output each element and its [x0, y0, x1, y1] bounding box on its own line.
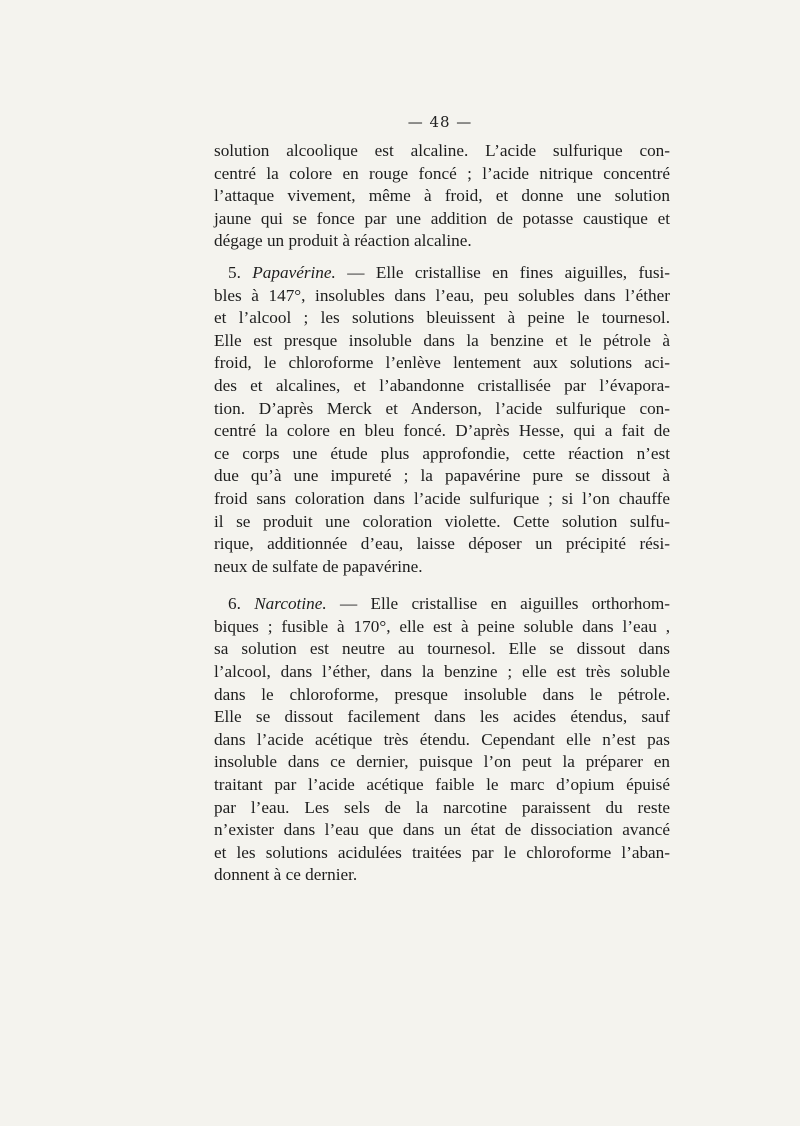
text-line: solution alcoolique est alcaline. L’acide sulfurique con-	[214, 141, 670, 160]
page-number: — 48 —	[407, 113, 473, 131]
text-line: par l’eau. Les sels de la narcotine paraissent du reste	[214, 797, 670, 817]
text-line: donnent à ce dernier.	[214, 865, 358, 885]
text-line: dégage un produit à réaction alcaline.	[214, 231, 472, 251]
text-line: froid sans coloration dans l’acide sulfurique ; si l’on chauffe	[214, 488, 670, 508]
section-number: 6.	[228, 594, 241, 614]
text-line: dans l’acide acétique très étendu. Cependant elle n’est pas	[214, 729, 670, 749]
text-line: des et alcalines, et l’abandonne cristallisée par l’évapora-	[214, 375, 670, 395]
text-line: bles à 147°, insolubles dans l’eau, peu solubles dans l’éther	[214, 285, 670, 305]
text-line: dans le chloroforme, presque insoluble dans le pétrole.	[214, 684, 670, 704]
paragraph-papaverine	[214, 262, 670, 578]
text-line: traitant par l’acide acétique faible le marc d’opium épuisé	[214, 775, 670, 795]
text-line: centré la colore en rouge foncé ; l’acide nitrique concentré	[214, 163, 670, 183]
text-fragment: — Elle cristallise en aiguilles orthorhom-	[339, 594, 671, 614]
paragraph-intro	[214, 140, 670, 253]
text-line: rique, additionnée d’eau, laisse déposer un précipité rési-	[214, 534, 670, 554]
paragraph-heading-line	[214, 262, 670, 285]
text-line: Elle se dissout facilement dans les acides étendus, sauf	[214, 707, 670, 727]
paragraph-narcotine	[214, 593, 670, 887]
text-line: jaune qui se fonce par une addition de potasse caustique et	[214, 208, 670, 228]
section-title: Papavérine.	[252, 262, 336, 282]
text-line: sa solution est neutre au tournesol. Elle se dissout dans	[214, 639, 670, 659]
paragraph-heading-line	[214, 593, 670, 616]
text-line: l’alcool, dans l’éther, dans la benzine ; elle est très soluble	[214, 662, 670, 682]
text-line: froid, le chloroforme l’enlève lentement aux solutions aci-	[214, 353, 670, 373]
section-title: Narcotine.	[254, 594, 327, 614]
text-line: et l’alcool ; les solutions bleuissent à peine le tournesol.	[214, 308, 670, 328]
section-number: 5.	[228, 262, 241, 282]
text-line: l’attaque vivement, même à froid, et donne une solution	[214, 186, 670, 206]
page-body	[214, 140, 670, 887]
text-line: Elle est presque insoluble dans la benzine et le pétrole à	[214, 330, 670, 350]
text-line: ce corps une étude plus approfondie, cette réaction n’est	[214, 443, 670, 463]
text-line: biques ; fusible à 170°, elle est à peine soluble dans l’eau ,	[214, 616, 670, 636]
text-line: il se produit une coloration violette. Cette solution sulfu-	[214, 511, 670, 531]
text-line: n’exister dans l’eau que dans un état de dissociation avancé	[214, 820, 670, 840]
text-line: due qu’à une impureté ; la papavérine pure se dissout à	[214, 466, 670, 486]
text-line: insoluble dans ce dernier, puisque l’on peut la préparer en	[214, 752, 670, 772]
text-line: tion. D’après Merck et Anderson, l’acide sulfurique con-	[214, 398, 670, 418]
text-line: neux de sulfate de papavérine.	[214, 556, 423, 576]
text-fragment: — Elle cristallise en fines aiguilles, fusi-	[347, 262, 671, 282]
text-line: et les solutions acidulées traitées par le chloroforme l’aban-	[214, 842, 670, 862]
text-line: centré la colore en bleu foncé. D’après Hesse, qui a fait de	[214, 421, 670, 441]
